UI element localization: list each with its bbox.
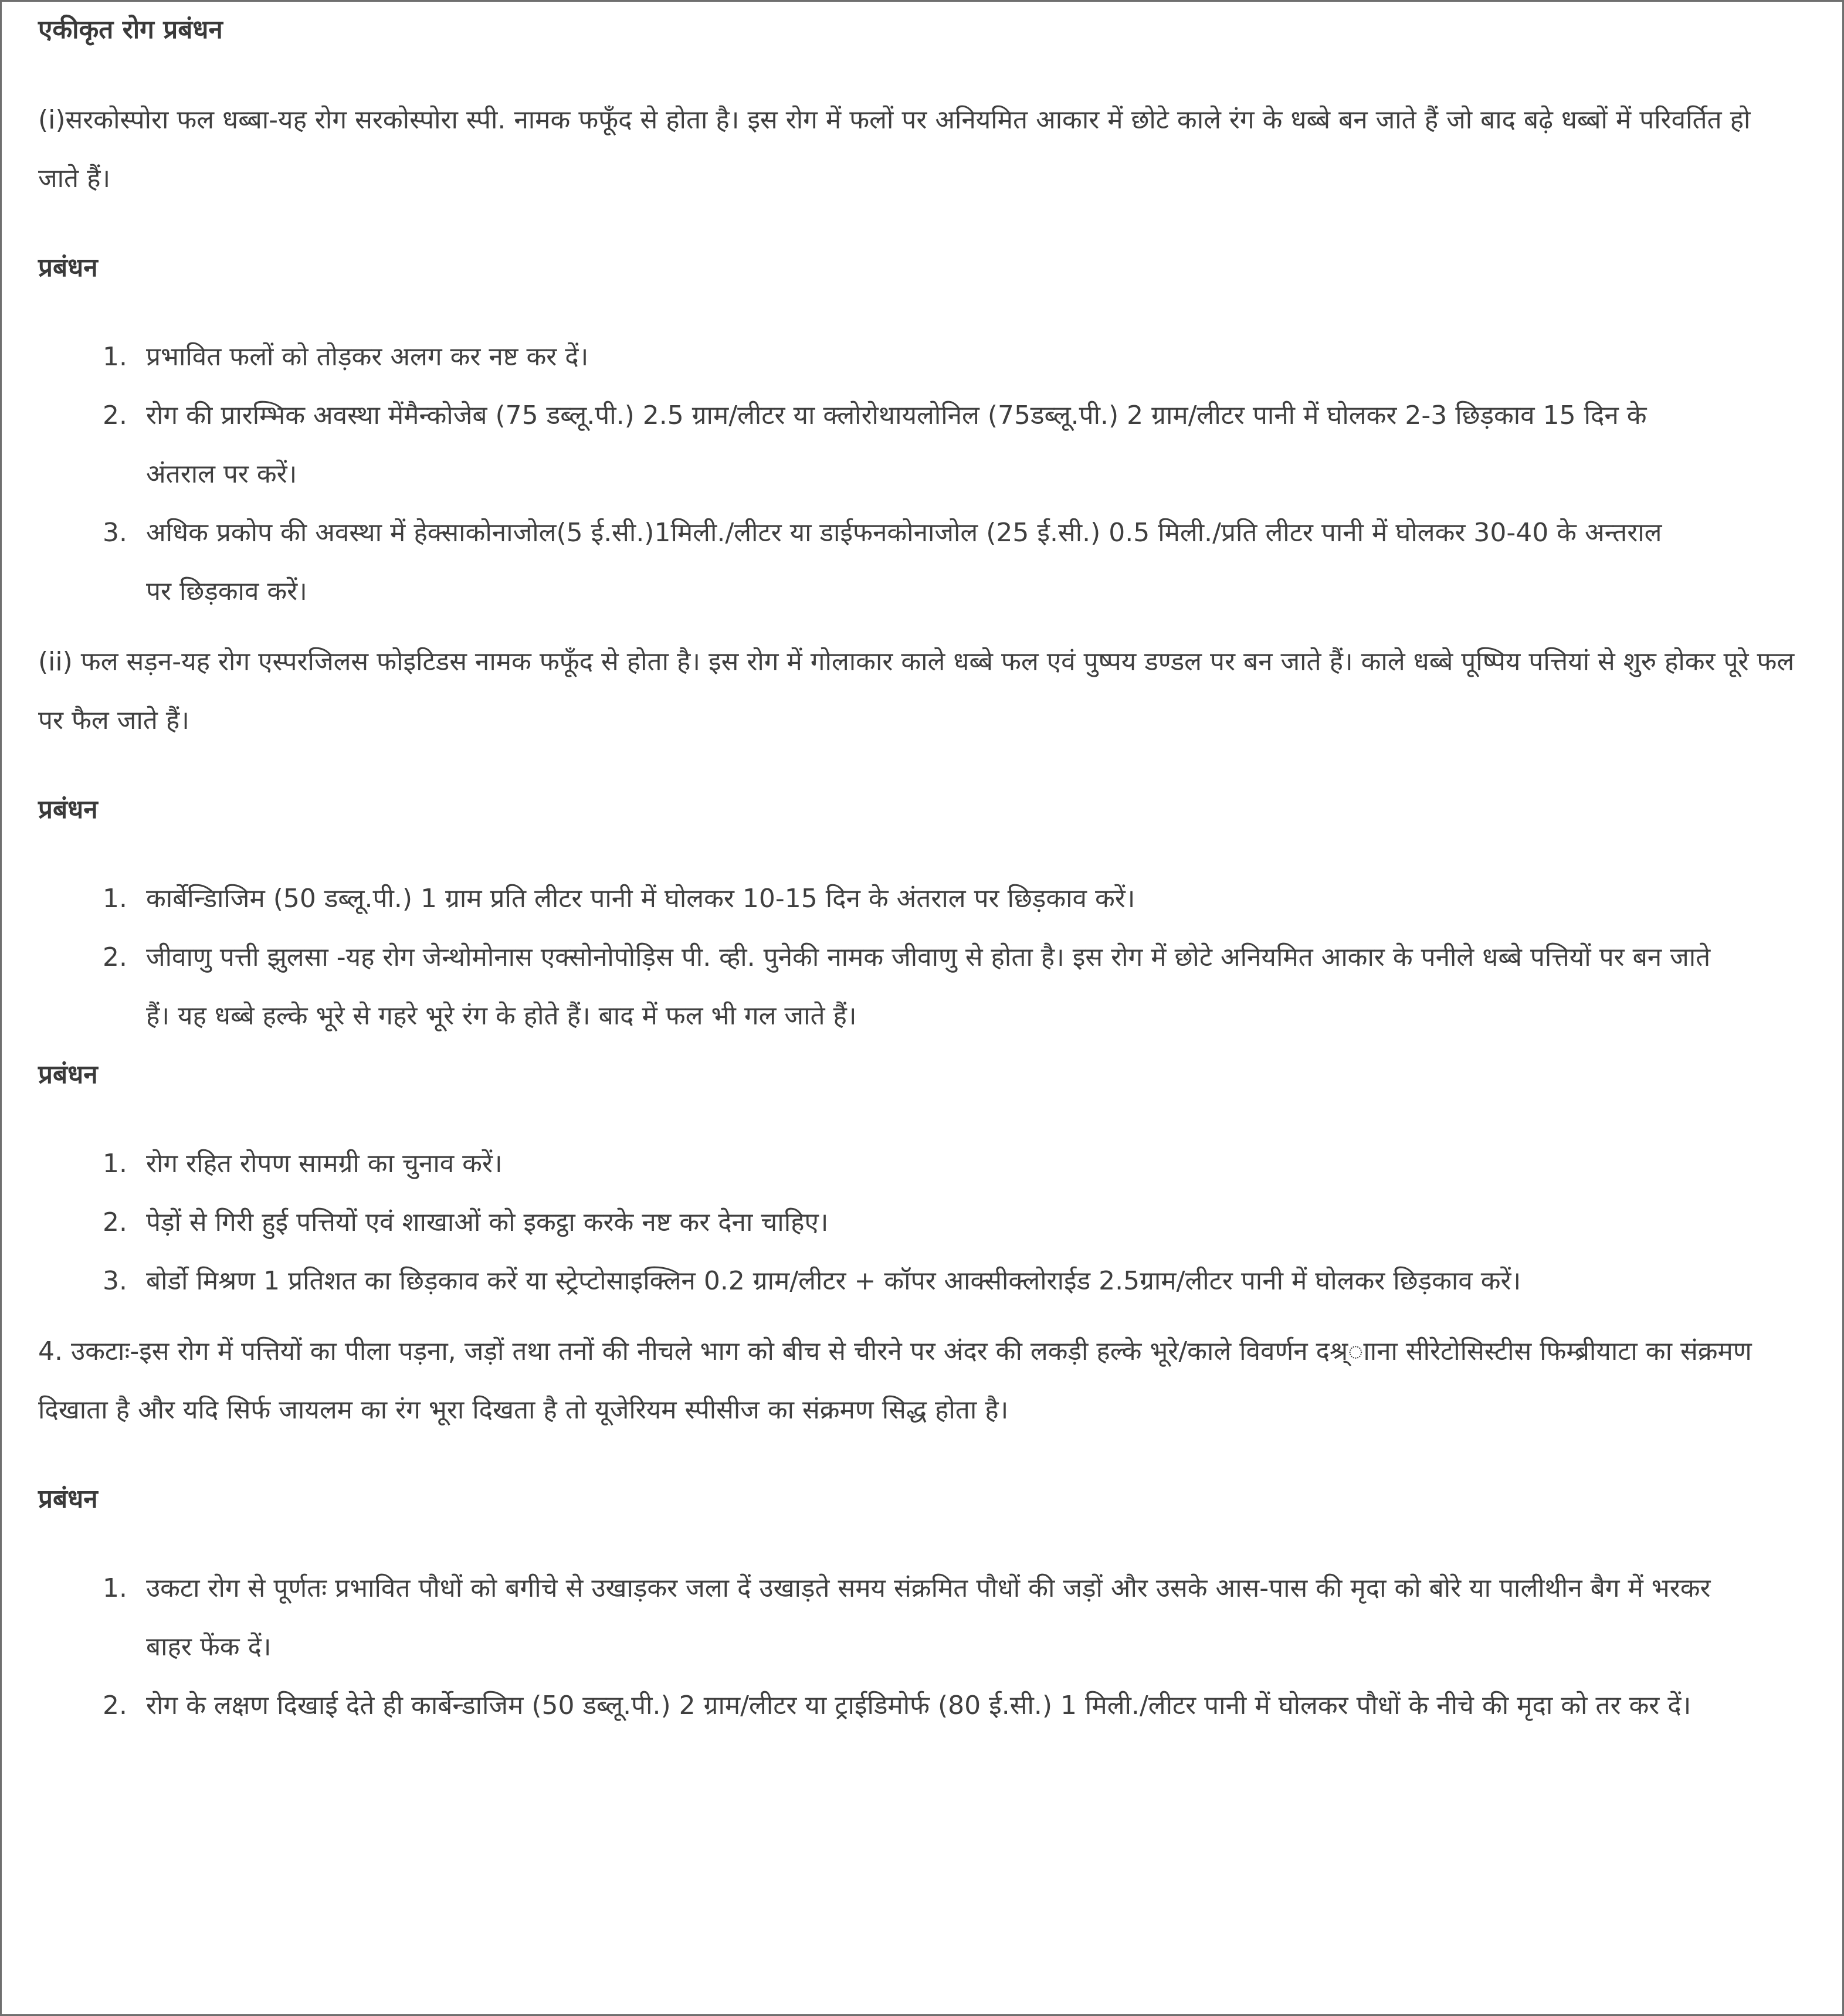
- list-item-text: प्रभावित फलों को तोड़कर अलग कर नष्ट कर दें।: [146, 342, 589, 372]
- list-item: [38, 870, 1716, 928]
- list-item-text: कार्बेन्डािजिम (50 डब्लू.पी.) 1 ग्राम प्रति लीटर पानी में घोलकर 10-15 दिन के अंतराल पर छिड़काव करें।: [146, 884, 1135, 914]
- list-item-number: 2.: [103, 401, 127, 430]
- section3-heading: प्रबंधन: [38, 1060, 98, 1090]
- section2-intro: (ii) फल सड़न-यह रोग एस्परजिलस फोइटिडस नामक फफूँद से होता है। इस रोग में गोलाकार काले धब्बे फल एवं पुष्पय डण्डल पर बन जाते हैं। काले धब्बे पूष्पिय पत्तियां से शुरु होकर पूरे फल पर फैल जाते हैं।: [38, 647, 1795, 735]
- list-item: [38, 1135, 1680, 1193]
- list-item-text: रोग रहित रोपण सामग्री का चुनाव करें।: [146, 1149, 503, 1179]
- document-content: [38, 2, 1809, 1735]
- section2-list: [38, 870, 1716, 1046]
- list-item-number: 2.: [103, 1207, 127, 1237]
- list-item-text: रोग की प्रारम्भिक अवस्था मेंमैन्कोजेब (75 डब्लू.पी.) 2.5 ग्राम/लीटर या क्लोरोथायलोनिल (75डब्लू.पी.) 2 ग्राम/लीटर पानी में घोलकर 2-3 छिड़काव 15 दिन के अंतराल पर करें।: [146, 401, 1647, 489]
- section1-list: [38, 328, 1680, 621]
- section3-list: [38, 1135, 1680, 1311]
- list-item-text: जीवाणु पत्ती झुलसा -यह रोग जेन्थोमोनास एक्सोनोपोड़िस पी. व्ही. पुनेकी नामक जीवाणु से होता है। इस रोग में छोटे अनियमित आकार के पनीले धब्बे पत्तियों पर बन जाते हैं। यह धब्बे हल्के भूरे से गहरे भूरे रंग के होते हैं। बाद में फल भी गल जाते हैं।: [146, 942, 1711, 1031]
- list-item: [38, 328, 1680, 386]
- section4-heading: प्रबंधन: [38, 1484, 98, 1514]
- list-item-text: पेड़ों से गिरी हुई पत्तियों एवं शाखाओं को इकट्ठा करके नष्ट कर देना चाहिए।: [146, 1207, 829, 1237]
- list-item-number: 1.: [103, 1149, 127, 1179]
- list-item: [38, 1252, 1680, 1311]
- list-item-number: 1.: [103, 342, 127, 372]
- list-item-number: 3.: [103, 1266, 127, 1296]
- list-item: [38, 928, 1716, 1046]
- list-item-number: 1.: [103, 884, 127, 914]
- list-item: [38, 386, 1680, 504]
- list-item: [38, 1676, 1727, 1735]
- section1-heading: प्रबंधन: [38, 253, 98, 283]
- section1-intro: (i)सरकोस्पोरा फल धब्बा-यह रोग सरकोस्पोरा स्पी. नामक फफूँद से होता है। इस रोग में फलों पर अनियमित आकार में छोटे काले रंग के धब्बे बन जाते हैं जो बाद बढ़े धब्बों में परिवर्तित हो जाते हैं।: [38, 105, 1751, 194]
- list-item-text: बोर्डो मिश्रण 1 प्रतिशत का छिड़काव करें या स्ट्रेप्टोसाइक्लिन 0.2 ग्राम/लीटर + कॉपर आक्सीक्लोराईड 2.5ग्राम/लीटर पानी में घोलकर छिड़काव करें।: [146, 1266, 1521, 1296]
- list-item-text: उकटा रोग से पूर्णतः प्रभावित पौधों को बगीचे से उखाड़कर जला दें उखाड़ते समय संक्रमित पौधों की जड़ों और उसके आस-पास की मृदा को बोरे या पालीथीन बैग में भरकर बाहर फेंक दें।: [146, 1573, 1711, 1662]
- list-item-number: 2.: [103, 942, 127, 972]
- list-item: [38, 1559, 1727, 1676]
- section2-heading: प्रबंधन: [38, 795, 98, 824]
- list-item-number: 3.: [103, 518, 127, 548]
- list-item-number: 1.: [103, 1573, 127, 1603]
- section4-intro: 4. उकटाः-इस रोग में पत्तियों का पीला पड़ना, जड़ों तथा तनों की नीचले भाग को बीच से चीरने पर अंदर की लकड़ी हल्के भूरे/काले विवर्णन दश्र्ााना सीरेटोसिस्टीस फिम्ब्रीयाटा का संक्रमण दिखाता है और यदि सिर्फ जायलम का रंग भूरा दिखता है तो यूजेरियम स्पीसीज का संक्रमण सिद्ध होता है।: [38, 1336, 1752, 1425]
- section4-list: [38, 1559, 1727, 1735]
- list-item-text: रोग के लक्षण दिखाई देते ही कार्बेन्डाजिम (50 डब्लू.पी.) 2 ग्राम/लीटर या ट्राईडिमोर्फ (80 ई.सी.) 1 मिली./लीटर पानी में घोलकर पौधों के नीचे की मृदा को तर कर दें।: [146, 1691, 1692, 1720]
- list-item: [38, 504, 1680, 621]
- list-item: [38, 1193, 1680, 1252]
- list-item-number: 2.: [103, 1691, 127, 1720]
- page-title: एकीकृत रोग प्रबंधन: [38, 15, 223, 45]
- list-item-text: अधिक प्रकोप की अवस्था में हेक्साकोनाजोल(5 ई.सी.)1मिली./लीटर या डाईफनकोनाजोल (25 ई.सी.) 0.5 मिली./प्रति लीटर पानी में घोलकर 30-40 के अन्तराल पर छिड़काव करें।: [146, 518, 1662, 606]
